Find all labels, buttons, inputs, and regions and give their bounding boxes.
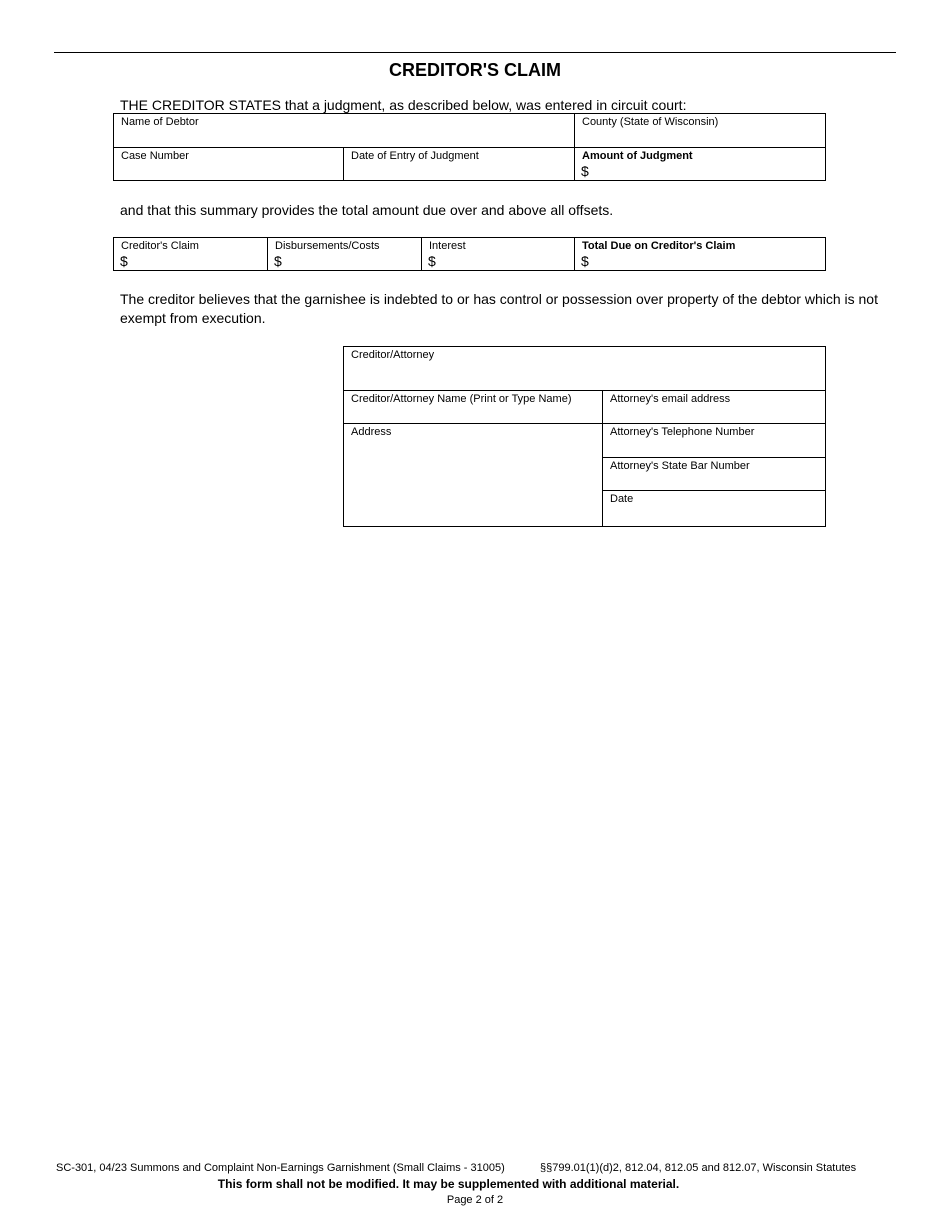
disbursements-field[interactable] [267, 237, 422, 271]
amount-of-judgment-label: Amount of Judgment [582, 150, 693, 162]
dollar-sign: $ [581, 253, 589, 269]
attorney-name-field[interactable] [343, 390, 603, 424]
name-of-debtor-field[interactable] [113, 113, 575, 148]
attorney-email-label: Attorney's email address [610, 393, 731, 405]
dollar-sign: $ [120, 253, 128, 269]
page-title: CREDITOR'S CLAIM [389, 60, 561, 80]
top-rule [54, 52, 896, 53]
address-field[interactable] [343, 423, 603, 527]
summary-text: and that this summary provides the total amount due over and above all offsets. [120, 202, 614, 218]
date-label: Date [610, 493, 634, 505]
page-number: Page 2 of 2 [446, 1194, 504, 1206]
case-number-label: Case Number [121, 150, 189, 162]
attorney-telephone-label: Attorney's Telephone Number [610, 426, 755, 438]
footer-statutes: §§799.01(1)(d)2, 812.04, 812.05 and 812.07, Wisconsin Statutes [540, 1162, 857, 1174]
county-label: County (State of Wisconsin) [582, 116, 719, 128]
dollar-sign: $ [274, 253, 282, 269]
attorney-telephone-field[interactable] [602, 423, 826, 458]
creditor-attorney-label: Creditor/Attorney [351, 349, 435, 361]
amount-of-judgment-field[interactable] [574, 147, 826, 181]
footer-form-id: SC-301, 04/23 Summons and Complaint Non-Earnings Garnishment (Small Claims - 31005) [56, 1162, 505, 1174]
date-of-entry-field[interactable] [343, 147, 575, 181]
interest-field[interactable] [421, 237, 575, 271]
belief-text: The creditor believes that the garnishee is indebted to or has control or possession over property of the debtor which is not exempt from execution. [120, 291, 878, 326]
state-bar-number-label: Attorney's State Bar Number [610, 460, 750, 472]
date-field[interactable] [602, 490, 826, 527]
case-number-field[interactable] [113, 147, 344, 181]
creditors-claim-label: Creditor's Claim [121, 240, 199, 252]
disbursements-label: Disbursements/Costs [275, 240, 380, 252]
state-bar-number-field[interactable] [602, 457, 826, 491]
attorney-email-field[interactable] [602, 390, 826, 424]
date-of-entry-label: Date of Entry of Judgment [351, 150, 479, 162]
footer-notice: This form shall not be modified. It may be supplemented with additional material. [217, 1177, 680, 1191]
attorney-name-label: Creditor/Attorney Name (Print or Type Name) [351, 393, 572, 405]
interest-label: Interest [429, 240, 466, 252]
dollar-sign: $ [581, 163, 589, 179]
total-due-label: Total Due on Creditor's Claim [582, 240, 736, 252]
intro-text: THE CREDITOR STATES that a judgment, as described below, was entered in circuit court: [120, 97, 687, 113]
total-due-field[interactable] [574, 237, 826, 271]
address-label: Address [351, 426, 392, 438]
name-of-debtor-label: Name of Debtor [121, 116, 199, 128]
creditors-claim-field[interactable] [113, 237, 268, 271]
creditor-attorney-field[interactable] [343, 346, 826, 391]
dollar-sign: $ [428, 253, 436, 269]
county-field[interactable] [574, 113, 826, 148]
